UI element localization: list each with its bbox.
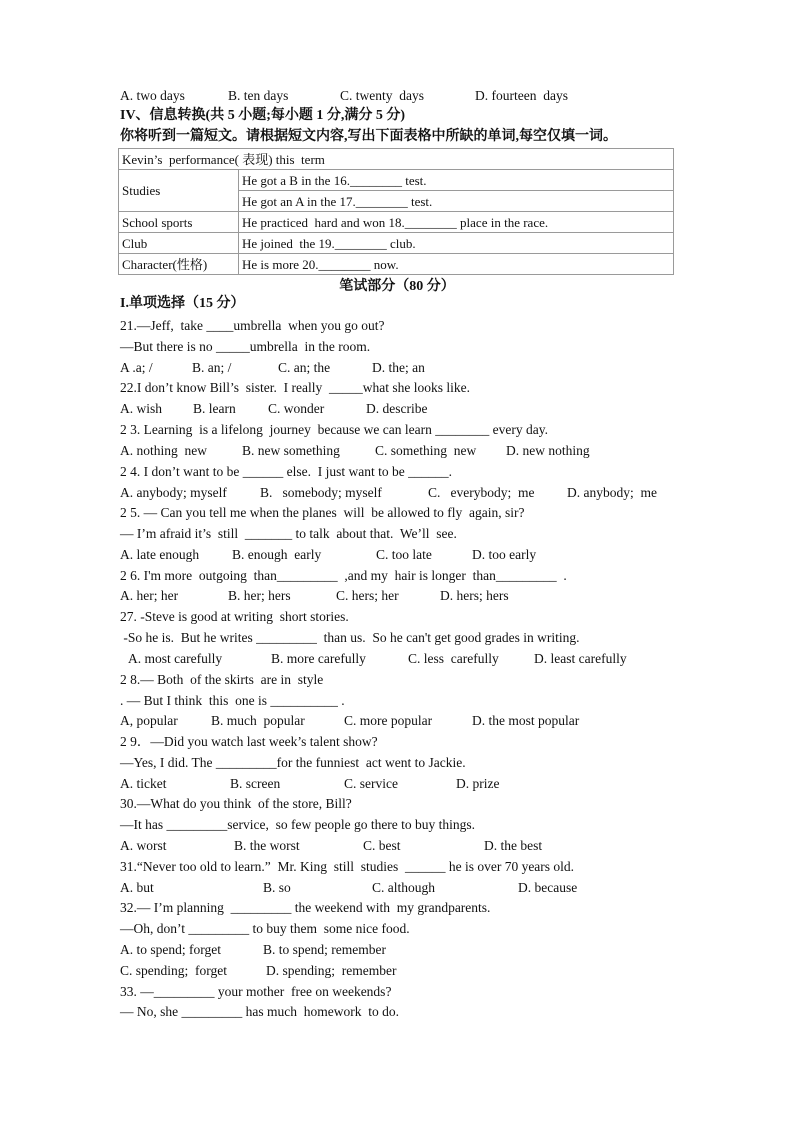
q22-options — [120, 401, 740, 417]
section4-heading: IV、信息转换(共 5 小题;每小题 1 分,满分 5 分) — [120, 108, 406, 123]
q24-options — [120, 485, 740, 501]
q15-options — [120, 88, 740, 104]
option-b: B. more carefully — [271, 651, 366, 666]
question-line: -So he is. But he writes _________ than us. So he can't get good grades in writing. — [120, 630, 580, 645]
option-a: A. her; her — [120, 588, 179, 603]
option-b: B. the worst — [234, 838, 300, 853]
option-a: A. late enough — [120, 547, 200, 562]
option-d: D. because — [518, 880, 578, 895]
option-b: B. new something — [242, 443, 340, 458]
option-c: C. although — [372, 880, 435, 895]
question-line: 32.— I’m planning _________ the weekend with my grandparents. — [120, 900, 491, 915]
option-b: B. somebody; myself — [260, 485, 382, 500]
section4-instruction: 你将听到一篇短文。请根据短文内容,写出下面表格中所缺的单词,每空仅填一词。 — [120, 129, 617, 144]
option-d: D. least carefully — [534, 651, 627, 666]
question-line: 2 4. I don’t want to be ______ else. I just want to be ______. — [120, 464, 452, 479]
option-c: C. more popular — [344, 713, 433, 728]
option-a: A. wish — [120, 401, 163, 416]
option-a: A .a; / — [120, 360, 153, 375]
table-cell: He practiced hard and won 18.________ place in the race. — [239, 212, 674, 233]
row-label-character: Character(性格) — [119, 254, 239, 275]
option-d: D. prize — [456, 776, 500, 791]
row-label-club: Club — [119, 233, 239, 254]
option-b: B. an; / — [192, 360, 232, 375]
question-line: 2 9．—Did you watch last week’s talent show? — [120, 734, 378, 749]
option-c: C. wonder — [268, 401, 325, 416]
option-b: B. ten days — [228, 88, 289, 103]
option-d: D. too early — [472, 547, 537, 562]
option-a: A. most carefully — [128, 651, 223, 666]
question-line: 27. -Steve is good at writing short stories. — [120, 609, 349, 624]
table-cell: He joined the 19.________ club. — [239, 233, 674, 254]
q27-options — [120, 651, 740, 667]
option-b: B. screen — [230, 776, 281, 791]
option-c: C. service — [344, 776, 398, 791]
table-title: Kevin’s performance( 表现) this term — [119, 149, 674, 170]
option-b: B. enough early — [232, 547, 322, 562]
option-d: D. anybody; me — [567, 485, 657, 500]
question-line: — I’m afraid it’s still _______ to talk about that. We’ll see. — [120, 526, 457, 541]
question-line: 2 8.— Both of the skirts are in style — [120, 672, 324, 687]
table-cell: He got an A in the 17.________ test. — [239, 191, 674, 212]
option-a: A. ticket — [120, 776, 167, 791]
q29-options — [120, 776, 740, 792]
q32-options-cd — [120, 963, 740, 979]
question-line: 33. —_________ your mother free on weekends? — [120, 984, 392, 999]
q23-options — [120, 443, 740, 459]
option-c: C. too late — [376, 547, 432, 562]
option-a: A. but — [120, 880, 154, 895]
question-line: 2 6. I'm more outgoing than_________ ,and my hair is longer than_________ . — [120, 568, 567, 583]
option-a: A, popular — [120, 713, 178, 728]
option-b: B. learn — [193, 401, 236, 416]
row-label-sports: School sports — [119, 212, 239, 233]
q21-options — [120, 360, 740, 376]
option-d: D. hers; hers — [440, 588, 509, 603]
option-a: A. two days — [120, 88, 185, 103]
option-c: C. best — [363, 838, 401, 853]
option-d: D. spending; remember — [266, 963, 397, 978]
question-line: . — But I think this one is __________ . — [120, 693, 345, 708]
question-line: 22.I don’t know Bill’s sister. I really _____what she looks like. — [120, 380, 470, 395]
table-cell: He got a B in the 16.________ test. — [239, 170, 674, 191]
option-c: C. everybody; me — [428, 485, 535, 500]
question-line: —It has _________service, so few people go there to buy things. — [120, 817, 476, 832]
option-c: C. hers; her — [336, 588, 399, 603]
table-cell: He is more 20.________ now. — [239, 254, 674, 275]
option-c: C. an; the — [278, 360, 331, 375]
question-line: —Yes, I did. The _________for the funniest act went to Jackie. — [120, 755, 466, 770]
info-table — [118, 148, 674, 275]
question-line: 2 5. — Can you tell me when the planes will be allowed to fly again, sir? — [120, 505, 525, 520]
question-line: 21.—Jeff, take ____umbrella when you go out? — [120, 318, 385, 333]
option-c: C. twenty days — [340, 88, 424, 103]
option-d: D. the best — [484, 838, 543, 853]
option-c: C. less carefully — [408, 651, 499, 666]
q31-options — [120, 880, 740, 896]
option-a: A. worst — [120, 838, 167, 853]
option-d: D. new nothing — [506, 443, 590, 458]
q28-options — [120, 713, 740, 729]
q30-options — [120, 838, 740, 854]
option-d: D. the most popular — [472, 713, 580, 728]
option-b: B. to spend; remember — [263, 942, 386, 957]
question-line: —But there is no _____umbrella in the room. — [120, 339, 371, 354]
question-line: — No, she _________ has much homework to do. — [120, 1004, 399, 1019]
section1-title: I.单项选择（15 分） — [120, 296, 245, 311]
q26-options — [120, 588, 740, 604]
option-d: D. describe — [366, 401, 428, 416]
q25-options — [120, 547, 740, 563]
written-part-title: 笔试部分（80 分） — [339, 279, 455, 294]
option-b: B. much popular — [211, 713, 305, 728]
question-line: 30.—What do you think of the store, Bill? — [120, 796, 352, 811]
option-a: A. anybody; myself — [120, 485, 227, 500]
question-line: 2 3. Learning is a lifelong journey because we can learn ________ every day. — [120, 422, 548, 437]
option-c: C. spending; forget — [120, 963, 227, 978]
option-c: C. something new — [375, 443, 477, 458]
q32-options-ab — [120, 942, 740, 958]
option-d: D. the; an — [372, 360, 425, 375]
option-b: B. so — [263, 880, 291, 895]
option-d: D. fourteen days — [475, 88, 568, 103]
question-line: —Oh, don’t _________ to buy them some nice food. — [120, 921, 410, 936]
option-a: A. to spend; forget — [120, 942, 221, 957]
option-b: B. her; hers — [228, 588, 291, 603]
question-line: 31.“Never too old to learn.” Mr. King still studies ______ he is over 70 years old. — [120, 859, 575, 874]
row-label-studies: Studies — [119, 170, 239, 212]
option-a: A. nothing new — [120, 443, 207, 458]
